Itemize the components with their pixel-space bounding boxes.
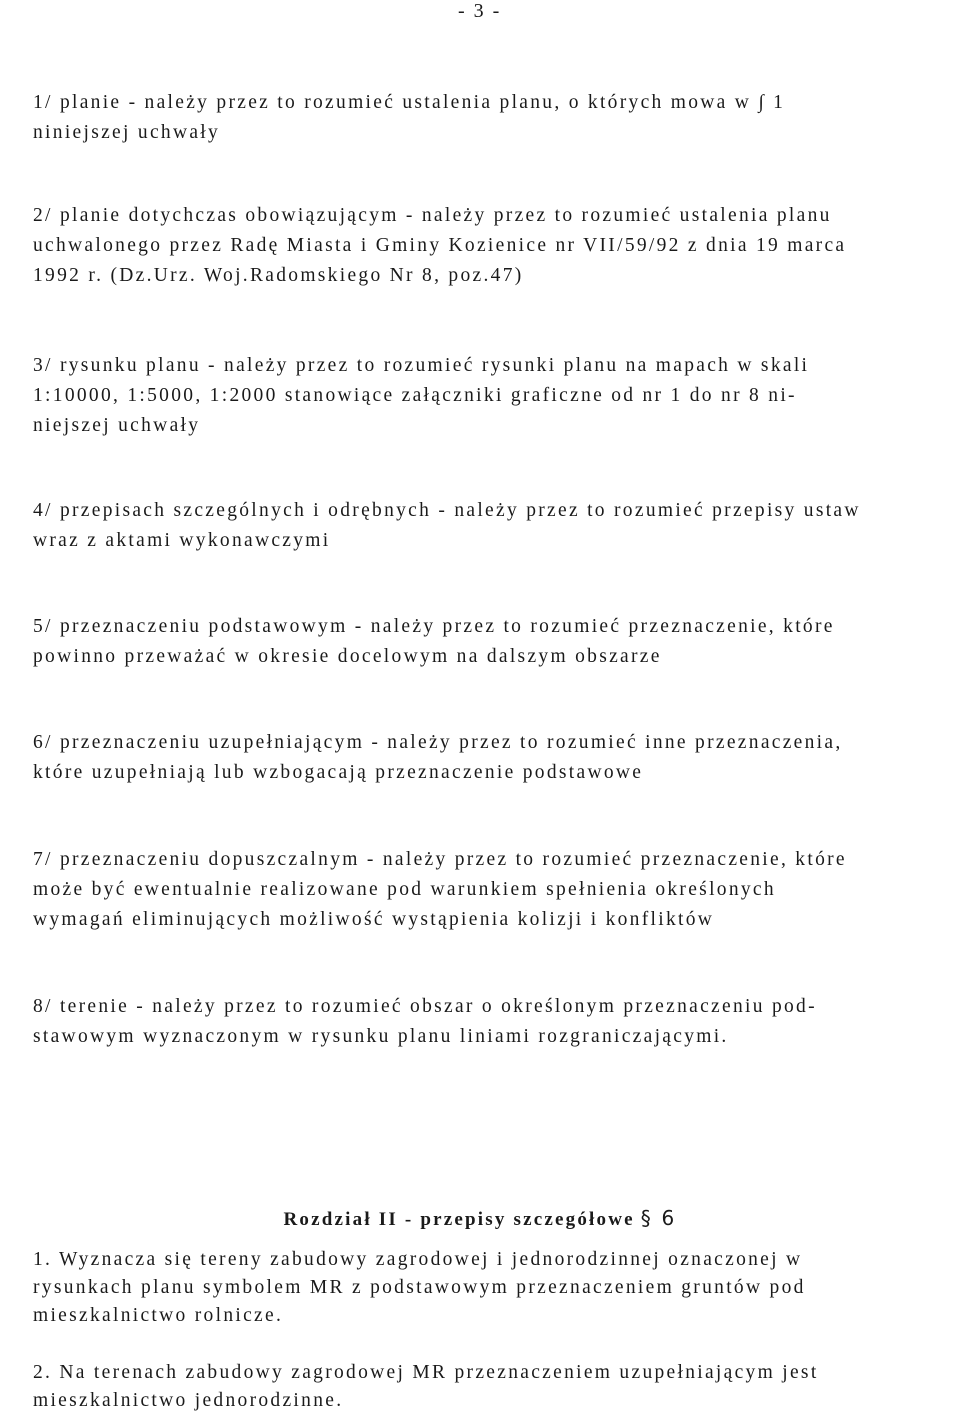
chapter-title: Rozdział II - przepisy szczegółowe: [283, 1209, 635, 1230]
chapter-heading: [0, 1206, 960, 1231]
clause-1: [33, 1246, 957, 1330]
definition-3: [33, 351, 957, 441]
text-line: 1992 r. (Dz.Urz. Woj.Radomskiego Nr 8, poz.47): [33, 265, 524, 286]
text-line: 8/ terenie - należy przez to rozumieć obszar o określonym przeznaczeniu pod-: [33, 996, 817, 1017]
text-line: 1/ planie - należy przez to rozumieć ustalenia planu, o których mowa w ∫ 1: [33, 92, 786, 113]
text-line: 7/ przeznaczeniu dopuszczalnym - należy przez to rozumieć przeznaczenie, które: [33, 849, 847, 870]
definition-1: [33, 88, 957, 148]
text-line: 1:10000, 1:5000, 1:2000 stanowiące załączniki graficzne od nr 1 do nr 8 ni-: [33, 385, 797, 406]
text-line: niejszej uchwały: [33, 415, 201, 436]
definition-2: [33, 201, 957, 291]
definition-7: [33, 845, 957, 935]
definition-6: [33, 728, 957, 788]
text-line: wymagań eliminujących możliwość wystąpienia kolizji i konfliktów: [33, 909, 715, 930]
text-line: 5/ przeznaczeniu podstawowym - należy przez to rozumieć przeznaczenie, które: [33, 616, 835, 637]
page-number: - 3 -: [458, 0, 502, 22]
text-line: mieszkalnictwo rolnicze.: [33, 1305, 284, 1326]
text-line: mieszkalnictwo jednorodzinne.: [33, 1390, 344, 1411]
paragraph-mark: § 6: [640, 1206, 677, 1230]
text-line: 2/ planie dotychczas obowiązującym - należy przez to rozumieć ustalenia planu: [33, 205, 832, 226]
text-line: które uzupełniają lub wzbogacają przeznaczenie podstawowe: [33, 762, 644, 783]
text-line: 3/ rysunku planu - należy przez to rozumieć rysunki planu na mapach w skali: [33, 355, 810, 376]
text-line: 6/ przeznaczeniu uzupełniającym - należy przez to rozumieć inne przeznaczenia,: [33, 732, 843, 753]
text-line: niniejszej uchwały: [33, 122, 221, 143]
text-line: stawowym wyznaczonym w rysunku planu liniami rozgraniczającymi.: [33, 1026, 729, 1047]
definition-8: [33, 992, 957, 1052]
text-line: uchwalonego przez Radę Miasta i Gminy Kozienice nr VII/59/92 z dnia 19 marca: [33, 235, 847, 256]
text-line: 2. Na terenach zabudowy zagrodowej MR przeznaczeniem uzupełniającym jest: [33, 1362, 819, 1383]
text-line: powinno przeważać w okresie docelowym na dalszym obszarze: [33, 646, 662, 667]
text-line: rysunkach planu symbolem MR z podstawowym przeznaczeniem gruntów pod: [33, 1277, 806, 1298]
text-line: 4/ przepisach szczególnych i odrębnych - należy przez to rozumieć przepisy ustaw: [33, 500, 861, 521]
text-line: 1. Wyznacza się tereny zabudowy zagrodowej i jednorodzinnej oznaczonej w: [33, 1249, 803, 1270]
definition-5: [33, 612, 957, 672]
text-line: może być ewentualnie realizowane pod warunkiem spełnienia określonych: [33, 879, 776, 900]
definition-4: [33, 496, 957, 556]
text-line: wraz z aktami wykonawczymi: [33, 530, 331, 551]
clause-2: [33, 1359, 957, 1415]
